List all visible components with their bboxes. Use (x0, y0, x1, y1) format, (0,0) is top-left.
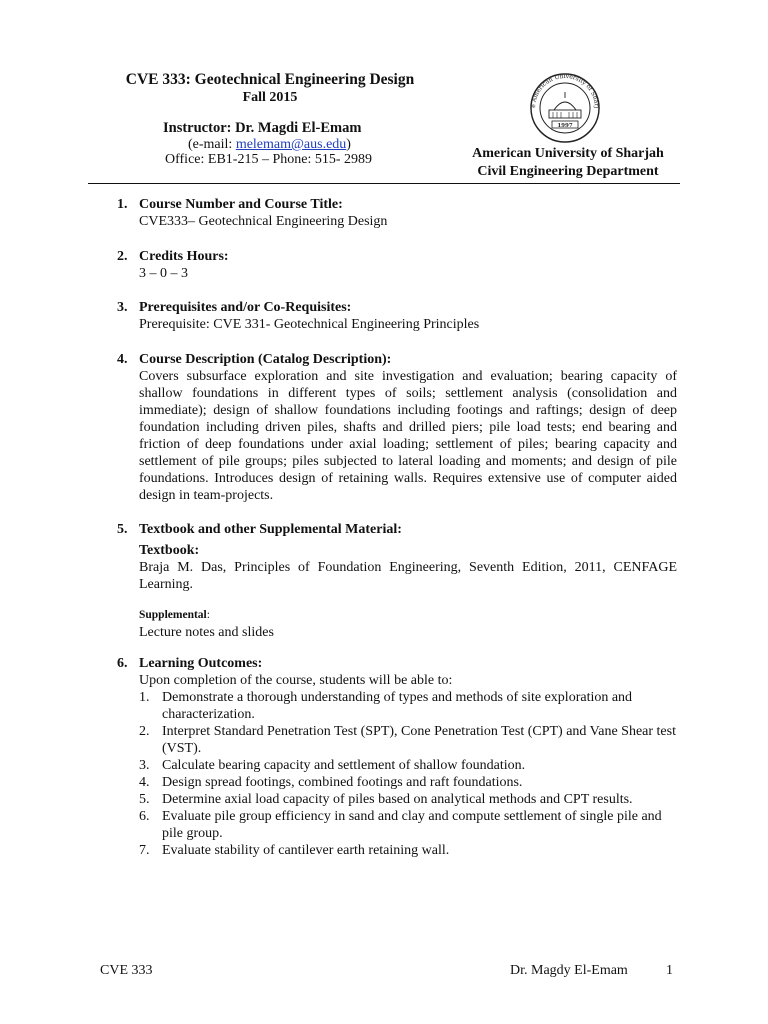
outcomes-intro: Upon completion of the course, students will be able to: (139, 673, 453, 688)
header-divider (88, 183, 680, 184)
list-item: 4. Design spread footings, combined footings and raft foundations. (139, 775, 523, 790)
section-learning-outcomes (117, 655, 677, 859)
section-heading: 5. Textbook and other Supplemental Material: (117, 522, 402, 537)
footer-author: Dr. Magdy El-Emam (510, 963, 628, 978)
section-course-number (117, 196, 677, 230)
section-heading: 6. Learning Outcomes: (117, 656, 263, 671)
office-phone: Office: EB1-215 – Phone: 515- 2989 (165, 152, 372, 167)
section-heading: 3. Prerequisites and/or Co-Requisites: (117, 300, 352, 315)
email-link[interactable]: melemam@aus.edu (235, 137, 347, 152)
footer-course: CVE 333 (100, 963, 153, 978)
university-name: American University of Sharjah (472, 146, 664, 161)
supplemental-label-line: Supplemental: (139, 609, 210, 621)
university-seal-logo (521, 72, 609, 144)
list-item: 5. Determine axial load capacity of piles based on analytical methods and CPT results. (139, 792, 633, 807)
department-name: Civil Engineering Department (477, 164, 659, 179)
outcomes-list (139, 689, 677, 859)
page-number: 1 (666, 963, 673, 978)
instructor-email-line (188, 137, 351, 153)
list-item: 2. Interpret Standard Penetration Test (SPT), Cone Penetration Test (CPT) and Vane Shear test (VST). (139, 724, 676, 756)
section-body: CVE333– Geotechnical Engineering Design (139, 214, 388, 229)
list-item: 6. Evaluate pile group efficiency in sand and clay and compute settlement of single pile and pile group. (139, 809, 662, 841)
section-body: Prerequisite: CVE 331- Geotechnical Engineering Principles (139, 317, 480, 332)
section-course-description (117, 351, 677, 504)
list-item: 3. Calculate bearing capacity and settlement of shallow foundation. (139, 758, 526, 773)
section-credit-hours (117, 248, 677, 282)
seal-year: 1997 (557, 123, 573, 129)
supplemental-label: Supplemental (139, 609, 207, 621)
list-item: 1. Demonstrate a thorough understanding of types and methods of site exploration and characterization. (139, 690, 633, 722)
textbook-label: Textbook: (139, 543, 200, 558)
term: Fall 2015 (242, 90, 298, 105)
section-heading: 1. Course Number and Course Title: (117, 197, 343, 212)
section-textbook (117, 521, 677, 641)
email-suffix: ) (346, 137, 351, 152)
textbook-citation: Braja M. Das, Principles of Foundation Engineering, Seventh Edition, 2011, CENFAGE Learning. (139, 560, 677, 592)
section-body: Covers subsurface exploration and site investigation and evaluation; bearing capacity of shallow foundations in different types of soils; settlement analysis (consolidation and immediate); design of shallow foundations including footings and raftings; design of deep foundation including driven piles, shafts and drilled piers; pile load tests; end bearing and friction of deep foundations under axial loading; settlement of piles; bearing capacity and settlement of pile groups; piles subjected to lateral loading and moments; and design of pile foundations. Introduces design of retaining walls. Requires extensive use of computer aided design in team-projects. (139, 369, 677, 503)
section-heading: 2. Credits Hours: (117, 249, 229, 264)
email-prefix: (e-mail: (188, 137, 236, 152)
supplemental-body: Lecture notes and slides (139, 625, 274, 640)
section-body: 3 – 0 – 3 (139, 266, 188, 281)
seal-text: e American University of Sharj (529, 72, 601, 109)
course-title: CVE 333: Geotechnical Engineering Design (125, 71, 415, 88)
list-item: 7. Evaluate stability of cantilever earth retaining wall. (139, 843, 450, 858)
section-heading: 4. Course Description (Catalog Description): (117, 352, 392, 367)
section-prerequisites (117, 299, 677, 333)
instructor: Instructor: Dr. Magdi El-Emam (163, 120, 362, 136)
